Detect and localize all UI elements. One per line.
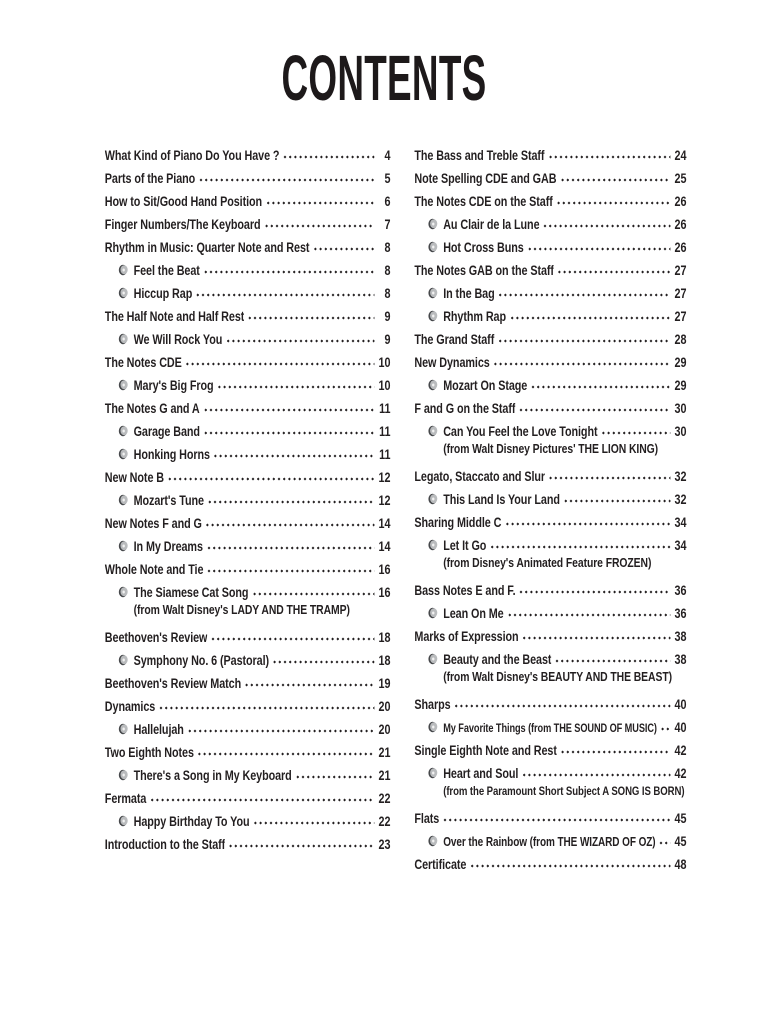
entry-label: Parts of the Piano xyxy=(104,170,196,186)
cd-audio-track-icon xyxy=(428,607,438,619)
entry-page-number: 45 xyxy=(674,833,687,849)
dot-leader xyxy=(442,809,670,823)
toc-entry xyxy=(414,284,687,301)
dot-leader xyxy=(660,718,670,732)
entry-label: The Siamese Cat Song xyxy=(133,584,249,600)
cd-audio-track-icon xyxy=(428,767,438,779)
toc-entry xyxy=(414,741,687,758)
toc-entry xyxy=(414,855,687,872)
cd-audio-track-icon xyxy=(118,333,128,345)
entry-page-number: 4 xyxy=(384,147,391,163)
entry-page-number: 6 xyxy=(384,193,391,209)
dot-leader xyxy=(217,376,375,390)
dot-leader xyxy=(659,832,671,846)
entry-page-number: 34 xyxy=(674,537,687,553)
toc-entry xyxy=(414,467,687,484)
entry-page-number: 42 xyxy=(674,765,687,781)
toc-columns xyxy=(105,146,768,878)
dot-leader xyxy=(206,537,374,551)
toc-entry xyxy=(104,560,391,577)
dot-leader xyxy=(167,468,374,482)
entry-page-number: 11 xyxy=(379,446,391,462)
cd-audio-track-icon xyxy=(428,653,438,665)
dot-leader xyxy=(203,422,374,436)
entry-page-number: 5 xyxy=(384,170,391,186)
entry-label: We Will Rock You xyxy=(133,331,223,347)
toc-entry xyxy=(105,330,391,347)
entry-label: New Note B xyxy=(104,469,165,485)
entry-label: Marks of Expression xyxy=(414,628,519,644)
entry-page-number: 11 xyxy=(379,423,391,439)
cd-audio-track-icon xyxy=(428,539,438,551)
entry-label: Symphony No. 6 (Pastoral) xyxy=(133,652,270,668)
entry-page-number: 16 xyxy=(378,584,391,600)
entry-page-number: 21 xyxy=(378,744,391,760)
toc-entry xyxy=(104,789,391,806)
entry-label: Beethoven's Review Match xyxy=(104,675,242,691)
entry-page-number: 26 xyxy=(674,193,687,209)
toc-entry xyxy=(414,695,687,712)
toc-entry xyxy=(105,422,391,439)
entry-label: In My Dreams xyxy=(133,538,203,554)
entry-page-number: 32 xyxy=(674,468,687,484)
entry-page-number: 30 xyxy=(674,423,687,439)
entry-label: Hot Cross Buns xyxy=(443,239,524,255)
toc-entry xyxy=(414,490,687,507)
dot-leader xyxy=(295,766,375,780)
entry-page-number: 14 xyxy=(378,538,391,554)
dot-leader xyxy=(185,353,374,367)
toc-entry xyxy=(104,399,391,416)
entry-page-number: 27 xyxy=(674,285,687,301)
entry-label: New Dynamics xyxy=(414,354,490,370)
dot-leader xyxy=(225,330,374,344)
toc-entry xyxy=(105,651,391,668)
dot-leader xyxy=(197,743,374,757)
dot-leader xyxy=(247,307,374,321)
entry-page-number: 9 xyxy=(384,331,391,347)
entry-page-number: 8 xyxy=(384,262,391,278)
cd-audio-track-icon xyxy=(118,815,128,827)
toc-entry xyxy=(414,764,687,781)
toc-entry xyxy=(105,812,391,829)
dot-leader xyxy=(470,855,671,869)
entry-label: Dynamics xyxy=(104,698,156,714)
dot-leader xyxy=(522,627,671,641)
toc-entry xyxy=(104,743,391,760)
entry-page-number: 38 xyxy=(674,628,687,644)
entry-note: (from the Paramount Short Subject A SONG IS BORN) xyxy=(443,784,685,798)
entry-label: Two Eighth Notes xyxy=(104,744,194,760)
toc-entry xyxy=(105,583,391,600)
dot-leader xyxy=(265,192,374,206)
entry-page-number: 20 xyxy=(378,698,391,714)
dot-leader xyxy=(548,467,670,481)
entry-label: Flats xyxy=(414,810,440,826)
toc-entry xyxy=(104,697,391,714)
toc-entry xyxy=(414,536,687,553)
toc-entry xyxy=(104,307,391,324)
entry-page-number: 48 xyxy=(674,856,687,872)
toc-column-left xyxy=(105,146,391,878)
dot-leader xyxy=(207,560,375,574)
entry-page-number: 26 xyxy=(674,239,687,255)
toc-entry xyxy=(414,146,687,163)
entry-label: Mary's Big Frog xyxy=(133,377,214,393)
entry-label: My Favorite Things (from THE SOUND OF MUSIC) xyxy=(443,722,657,735)
entry-label: Introduction to the Staff xyxy=(104,836,226,852)
toc-entry xyxy=(414,422,687,439)
toc-entry xyxy=(104,674,391,691)
entry-label: Sharps xyxy=(414,696,451,712)
toc-entry xyxy=(105,284,391,301)
entry-label: The Notes CDE xyxy=(104,354,182,370)
toc-entry xyxy=(105,445,391,462)
toc-entry xyxy=(104,835,391,852)
toc-entry xyxy=(414,238,687,255)
entry-label: In the Bag xyxy=(443,285,495,301)
dot-leader xyxy=(272,651,374,665)
entry-page-number: 8 xyxy=(384,285,391,301)
dot-leader xyxy=(497,330,670,344)
entry-label: Au Clair de la Lune xyxy=(443,216,540,232)
toc-entry xyxy=(414,809,687,826)
entry-page-number: 10 xyxy=(378,354,391,370)
toc-entry xyxy=(105,720,391,737)
dot-leader xyxy=(563,490,670,504)
cd-audio-track-icon xyxy=(428,379,438,391)
dot-leader xyxy=(522,764,671,778)
cd-audio-track-icon xyxy=(428,493,438,505)
entry-label: Single Eighth Note and Rest xyxy=(414,742,557,758)
entry-page-number: 29 xyxy=(674,377,687,393)
entry-page-number: 27 xyxy=(674,308,687,324)
entry-label: Fermata xyxy=(104,790,147,806)
dot-leader xyxy=(207,491,374,505)
dot-leader xyxy=(530,376,670,390)
dot-leader xyxy=(560,741,670,755)
toc-entry xyxy=(414,513,687,530)
entry-page-number: 24 xyxy=(674,147,687,163)
entry-note: (from Walt Disney's BEAUTY AND THE BEAST) xyxy=(443,670,672,684)
dot-leader xyxy=(556,192,670,206)
entry-page-number: 27 xyxy=(674,262,687,278)
entry-page-number: 34 xyxy=(674,514,687,530)
entry-page-number: 16 xyxy=(378,561,391,577)
toc-entry xyxy=(104,146,391,163)
entry-label: Hiccup Rap xyxy=(133,285,193,301)
dot-leader xyxy=(213,445,374,459)
entry-label: The Half Note and Half Rest xyxy=(104,308,245,324)
toc-entry xyxy=(104,468,391,485)
entry-label: Certificate xyxy=(414,856,467,872)
toc-entry xyxy=(414,376,687,393)
entry-label: Bass Notes E and F. xyxy=(414,582,516,598)
entry-label: The Bass and Treble Staff xyxy=(414,147,545,163)
toc-entry xyxy=(105,537,391,554)
dot-leader xyxy=(509,307,670,321)
cd-audio-track-icon xyxy=(428,218,438,230)
entry-label: Happy Birthday To You xyxy=(133,813,250,829)
entry-label: Let It Go xyxy=(443,537,487,553)
entry-label: Hallelujah xyxy=(133,721,184,737)
entry-label: Feel the Beat xyxy=(133,262,200,278)
entry-label: Rhythm in Music: Quarter Note and Rest xyxy=(104,239,310,255)
entry-page-number: 19 xyxy=(378,675,391,691)
entry-label: This Land Is Your Land xyxy=(443,491,560,507)
entry-page-number: 40 xyxy=(674,719,687,735)
cd-audio-track-icon xyxy=(118,425,128,437)
toc-entry xyxy=(104,514,391,531)
cd-audio-track-icon xyxy=(118,654,128,666)
cd-audio-track-icon xyxy=(428,425,438,437)
dot-leader xyxy=(489,536,670,550)
cd-audio-track-icon xyxy=(118,494,128,506)
toc-entry xyxy=(414,832,687,849)
entry-page-number: 40 xyxy=(674,696,687,712)
toc-entry xyxy=(414,399,687,416)
entry-label: Legato, Staccato and Slur xyxy=(414,468,546,484)
toc-entry xyxy=(414,215,687,232)
entry-page-number: 11 xyxy=(379,400,391,416)
cd-audio-track-icon xyxy=(118,448,128,460)
cd-audio-track-icon xyxy=(428,835,438,847)
entry-note: (from Disney's Animated Feature FROZEN) xyxy=(443,556,652,570)
toc-entry xyxy=(414,330,687,347)
cd-audio-track-icon xyxy=(428,721,438,733)
cd-audio-track-icon xyxy=(118,769,128,781)
entry-label: Mozart's Tune xyxy=(133,492,204,508)
entry-page-number: 20 xyxy=(378,721,391,737)
toc-entry xyxy=(414,261,687,278)
entry-label: Note Spelling CDE and GAB xyxy=(414,170,557,186)
dot-leader xyxy=(454,695,671,709)
entry-label: Beethoven's Review xyxy=(104,629,208,645)
entry-page-number: 23 xyxy=(378,836,391,852)
dot-leader xyxy=(149,789,374,803)
entry-label: Can You Feel the Love Tonight xyxy=(443,423,598,439)
entry-page-number: 18 xyxy=(378,652,391,668)
dot-leader xyxy=(519,581,671,595)
entry-page-number: 9 xyxy=(384,308,391,324)
cd-audio-track-icon xyxy=(428,241,438,253)
toc-entry xyxy=(414,169,687,186)
entry-page-number: 30 xyxy=(674,400,687,416)
dot-leader xyxy=(557,261,670,275)
toc-column-right xyxy=(414,146,686,878)
entry-label: Beauty and the Beast xyxy=(443,651,552,667)
entry-label: What Kind of Piano Do You Have ? xyxy=(104,147,280,163)
dot-leader xyxy=(498,284,671,298)
toc-entry xyxy=(414,192,687,209)
toc-entry xyxy=(414,627,687,644)
dot-leader xyxy=(507,604,671,618)
cd-audio-track-icon xyxy=(118,586,128,598)
dot-leader xyxy=(252,583,375,597)
toc-entry xyxy=(104,169,391,186)
toc-entry xyxy=(414,353,687,370)
entry-page-number: 18 xyxy=(378,629,391,645)
dot-leader xyxy=(601,422,671,436)
dot-leader xyxy=(264,215,375,229)
dot-leader xyxy=(228,835,374,849)
toc-entry xyxy=(104,238,391,255)
toc-entry xyxy=(105,766,391,783)
dot-leader xyxy=(205,514,374,528)
dot-leader xyxy=(283,146,375,160)
toc-entry xyxy=(105,376,391,393)
entry-label: Lean On Me xyxy=(443,605,504,621)
entry-page-number: 29 xyxy=(674,354,687,370)
entry-label: Finger Numbers/The Keyboard xyxy=(104,216,261,232)
dot-leader xyxy=(253,812,375,826)
dot-leader xyxy=(519,399,671,413)
toc-entry xyxy=(104,215,391,232)
dot-leader xyxy=(198,169,374,183)
entry-label: Over the Rainbow (from THE WIZARD OF OZ) xyxy=(443,834,656,849)
cd-audio-track-icon xyxy=(118,540,128,552)
dot-leader xyxy=(203,261,374,275)
toc-entry xyxy=(414,581,687,598)
entry-page-number: 28 xyxy=(674,331,687,347)
entry-page-number: 7 xyxy=(384,216,391,232)
entry-label: New Notes F and G xyxy=(104,515,202,531)
entry-label: Garage Band xyxy=(133,423,200,439)
entry-label: How to Sit/Good Hand Position xyxy=(104,193,263,209)
entry-label: Heart and Soul xyxy=(443,765,519,781)
entry-page-number: 14 xyxy=(378,515,391,531)
dot-leader xyxy=(505,513,671,527)
entry-note: (from Walt Disney Pictures' THE LION KING) xyxy=(443,442,659,456)
toc-entry xyxy=(414,650,687,667)
entry-page-number: 45 xyxy=(674,810,687,826)
entry-page-number: 10 xyxy=(378,377,391,393)
entry-page-number: 12 xyxy=(378,469,391,485)
dot-leader xyxy=(313,238,375,252)
dot-leader xyxy=(187,720,374,734)
page-title: CONTENTS xyxy=(281,42,487,114)
entry-label: The Notes G and A xyxy=(104,400,200,416)
entry-label: The Notes GAB on the Staff xyxy=(414,262,554,278)
cd-audio-track-icon xyxy=(118,264,128,276)
dot-leader xyxy=(203,399,375,413)
entry-page-number: 26 xyxy=(674,216,687,232)
cd-audio-track-icon xyxy=(428,287,438,299)
toc-entry xyxy=(105,261,391,278)
dot-leader xyxy=(244,674,374,688)
dot-leader xyxy=(158,697,374,711)
entry-label: F and G on the Staff xyxy=(414,400,516,416)
entry-page-number: 21 xyxy=(378,767,391,783)
toc-entry xyxy=(104,192,391,209)
entry-page-number: 36 xyxy=(674,582,687,598)
dot-leader xyxy=(543,215,671,229)
dot-leader xyxy=(493,353,671,367)
entry-page-number: 42 xyxy=(674,742,687,758)
dot-leader xyxy=(527,238,671,252)
entry-page-number: 12 xyxy=(378,492,391,508)
entry-label: The Notes CDE on the Staff xyxy=(414,193,553,209)
entry-label: Mozart On Stage xyxy=(443,377,528,393)
toc-entry xyxy=(414,604,687,621)
entry-page-number: 36 xyxy=(674,605,687,621)
entry-label: There's a Song in My Keyboard xyxy=(133,767,292,783)
entry-page-number: 32 xyxy=(674,491,687,507)
toc-entry xyxy=(104,353,391,370)
entry-label: Whole Note and Tie xyxy=(104,561,204,577)
cd-audio-track-icon xyxy=(118,287,128,299)
entry-page-number: 38 xyxy=(674,651,687,667)
toc-entry xyxy=(105,491,391,508)
entry-label: Rhythm Rap xyxy=(443,308,507,324)
toc-entry xyxy=(414,307,687,324)
contents-sheet xyxy=(0,42,768,1024)
dot-leader xyxy=(560,169,671,183)
entry-note: (from Walt Disney's LADY AND THE TRAMP) xyxy=(133,603,350,617)
entry-page-number: 22 xyxy=(378,813,391,829)
dot-leader xyxy=(211,628,375,642)
cd-audio-track-icon xyxy=(428,310,438,322)
toc-entry xyxy=(414,718,687,735)
cd-audio-track-icon xyxy=(118,723,128,735)
entry-page-number: 8 xyxy=(384,239,391,255)
entry-label: Honking Horns xyxy=(133,446,210,462)
title-area xyxy=(0,42,768,114)
toc-entry xyxy=(104,628,391,645)
entry-label: Sharing Middle C xyxy=(414,514,502,530)
entry-label: The Grand Staff xyxy=(414,331,495,347)
entry-page-number: 22 xyxy=(378,790,391,806)
cd-audio-track-icon xyxy=(118,379,128,391)
entry-page-number: 25 xyxy=(674,170,687,186)
dot-leader xyxy=(555,650,671,664)
dot-leader xyxy=(195,284,374,298)
dot-leader xyxy=(548,146,671,160)
